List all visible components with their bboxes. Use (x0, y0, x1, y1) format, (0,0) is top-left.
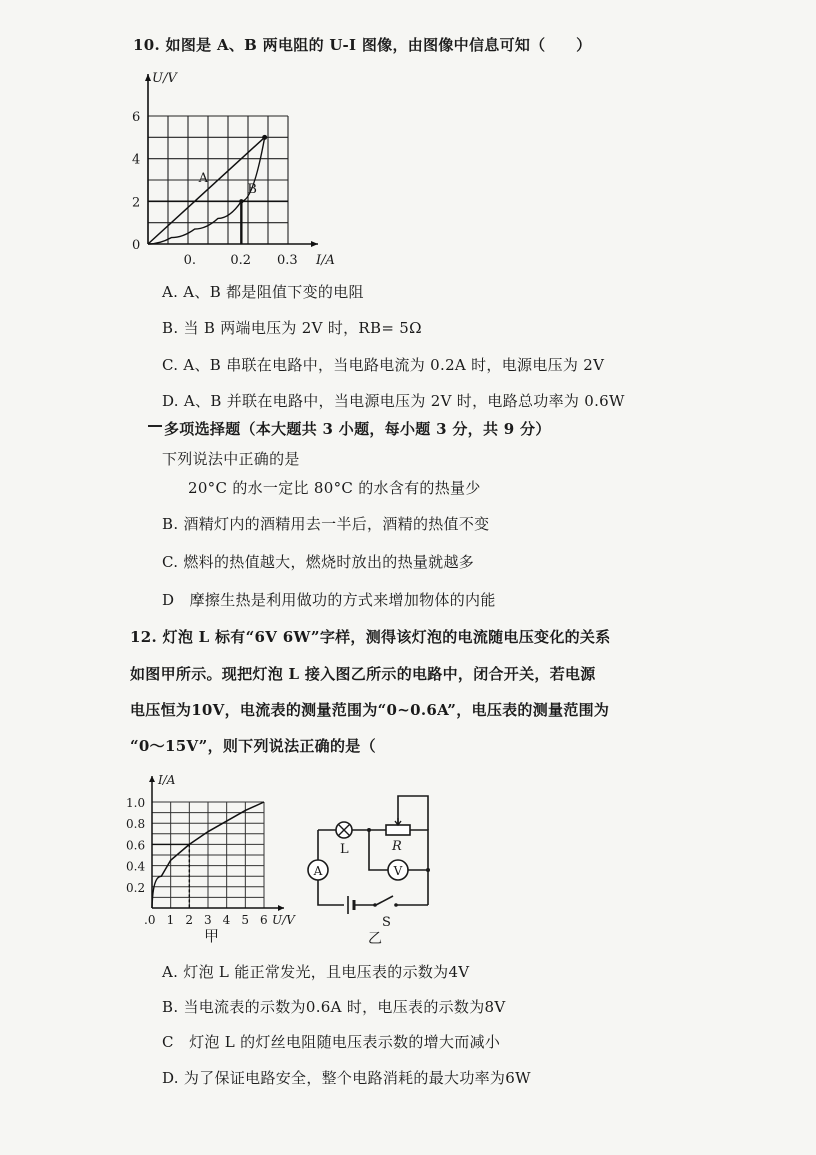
y-tick-label: 2 (132, 195, 141, 211)
x-axis-arrow (311, 241, 318, 247)
junction-dot (367, 828, 371, 832)
y-axis-arrow (149, 776, 155, 782)
x-tick-label: 4 (222, 913, 231, 927)
q12-stem-line-4: “0～15V”，则下列说法正确的是（ (130, 737, 376, 755)
x-tick-label: 0.3 (277, 253, 298, 268)
circuit-caption: 乙 (368, 931, 382, 947)
q12-option-d: D. 为了保证电路安全，整个电路消耗的最大功率为6W (162, 1069, 531, 1087)
q12-stem-line-2: 如图甲所示。现把灯泡 L 接入图乙所示的电路中，闭合开关，若电源 (130, 665, 596, 683)
lamp-label: L (340, 842, 349, 857)
rheostat-symbol (386, 818, 410, 835)
y-tick-label: 0.4 (126, 859, 146, 874)
wire-voltmeter-left (369, 830, 388, 870)
point-b-2v (239, 199, 243, 203)
voltmeter-label: V (393, 864, 403, 878)
y-tick-label: 6 (132, 110, 141, 125)
q10-option-d: D. A、B 并联在电路中，当电源电压为 2V 时，电路总功率为 0.6W (162, 392, 625, 410)
q11-option-c: C. 燃料的热值越大，燃烧时放出的热量就越多 (162, 553, 475, 571)
iu-graph-caption: 甲 (204, 927, 220, 945)
y-tick-label: 4 (132, 152, 141, 168)
x-axis-label: I/A (316, 253, 335, 268)
q11-stem: 下列说法中正确的是 (162, 450, 300, 468)
y-tick-label: 1.0 (126, 796, 146, 810)
q10-option-a: A. A、B 都是阻值下变的电阻 (162, 283, 364, 301)
q12-option-a: A. 灯泡 L 能正常发光，且电压表的示数为4V (162, 963, 470, 981)
x-tick-label: 1 (166, 913, 175, 927)
rheostat-label: R (392, 839, 402, 854)
x-axis-arrow (278, 905, 284, 911)
q10-option-c: C. A、B 串联在电路中，当电路电流为 0.2A 时，电源电压为 2V (162, 356, 605, 374)
y-axis-label: I/A (158, 773, 176, 787)
ammeter-symbol (308, 860, 328, 880)
ammeter-label: A (313, 864, 323, 878)
series-label-B: B (247, 181, 257, 197)
section-dash (148, 425, 162, 427)
x-axis-label: U/V (272, 913, 295, 927)
q11-option-b: B. 酒精灯内的酒精用去一半后，酒精的热值不变 (162, 515, 490, 533)
q12-stem-line-3: 电压恒为10V，电流表的测量范围为“0~0.6A”，电压表的测量范围为 (130, 701, 610, 719)
q12-stem-line-1: 12. 灯泡 L 标有“6V 6W”字样，测得该灯泡的电流随电压变化的关系 (130, 628, 611, 646)
q12-option-b: B. 当电流表的示数为0.6A 时，电压表的示数为8V (162, 998, 506, 1016)
junction-dot (426, 868, 430, 872)
intersection-point (262, 135, 267, 140)
q10-stem: 10. 如图是 A、B 两电阻的 U-I 图像，由图像中信息可知（ ） (133, 36, 592, 54)
switch-blade (376, 896, 393, 905)
wire-left-bottom (318, 880, 344, 905)
iu-grid (149, 776, 284, 911)
voltmeter-symbol (388, 860, 408, 880)
ui-grid (145, 74, 318, 247)
y-tick-label: 0.6 (126, 838, 146, 853)
y-tick-label: 0.2 (126, 880, 146, 895)
ui-labels (132, 71, 335, 268)
x-tick-label: 3 (204, 913, 212, 927)
switch-contact-right (394, 903, 398, 907)
switch-label: S (382, 915, 391, 930)
x-tick-label: 0. (183, 253, 197, 268)
section2-heading: 多项选择题（本大题共 3 小题，每小题 3 分，共 9 分） (164, 420, 551, 438)
switch-contact-left (373, 903, 377, 907)
ui-graph-figure (128, 62, 338, 272)
x-tick-label: .0 (144, 913, 156, 927)
x-tick-label: 6 (260, 913, 268, 927)
x-tick-label: 0.2 (230, 253, 252, 268)
wire-top-right (410, 830, 428, 905)
iu-graph-figure (124, 768, 304, 948)
ui-curves (148, 135, 288, 244)
battery-symbol (348, 896, 354, 914)
y-axis-arrow (145, 74, 151, 81)
q12-option-c: C 灯泡 L 的灯丝电阻随电压表示数的增大而减小 (162, 1033, 501, 1051)
circuit-diagram (296, 788, 446, 948)
x-tick-label: 5 (241, 913, 249, 927)
q11-option-d: D 摩擦生热是利用做功的方式来增加物体的内能 (162, 591, 496, 609)
y-tick-label: 0.8 (126, 817, 146, 832)
x-tick-label: 2 (185, 913, 193, 927)
series-label-A: A (198, 171, 209, 187)
q11-option-a: 20°C 的水一定比 80°C 的水含有的热量少 (188, 479, 481, 497)
y-axis-label: U/V (152, 71, 177, 86)
y-tick-label: 0 (132, 238, 141, 253)
q10-option-b: B. 当 B 两端电压为 2V 时，RB= 5Ω (162, 319, 422, 337)
lamp-symbol (336, 822, 352, 838)
